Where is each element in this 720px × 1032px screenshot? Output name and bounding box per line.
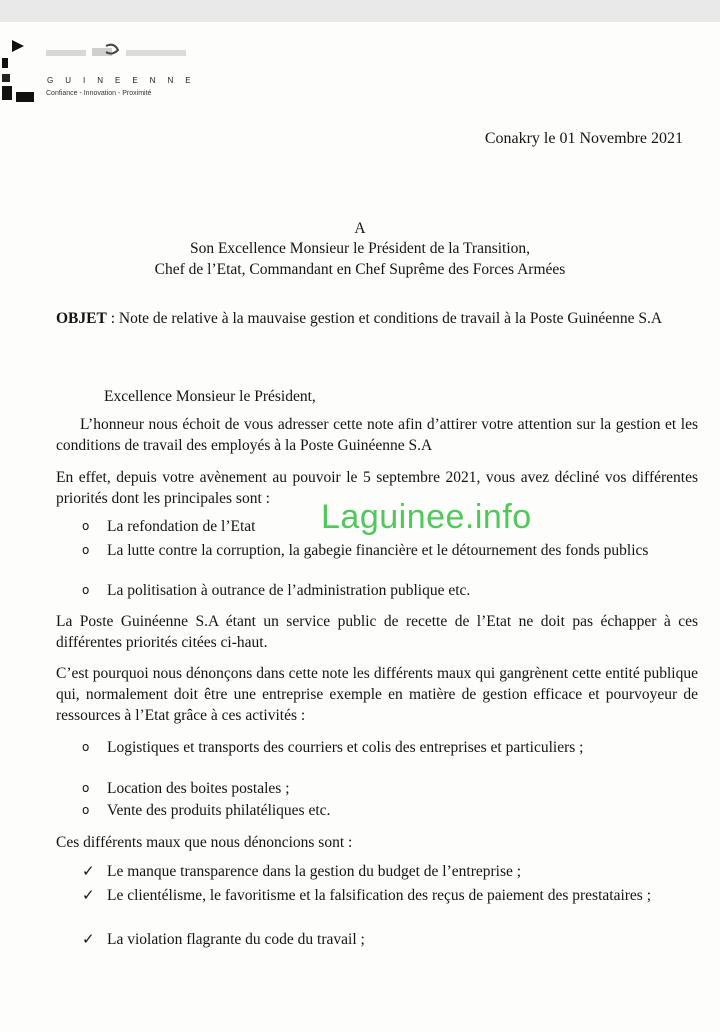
- paragraph-2: En effet, depuis votre avènement au pouvoir le 5 septembre 2021, vous avez décliné vos différentes priorités dont les principales sont :: [56, 469, 698, 507]
- list-item: o La lutte contre la corruption, la gabegie financière et le détournement des fonds publics: [82, 542, 649, 559]
- logo-mark-icon: [2, 36, 42, 108]
- list-item: ✓ La violation flagrante du code du travail ;: [82, 930, 365, 948]
- recipient-line-2: Son Excellence Monsieur le Président de la Transition,: [189, 240, 531, 257]
- paragraph-3: La Poste Guinéenne S.A étant un service public de recette de l’Etat ne doit pas échapper à ces différentes priorités citées ci-haut.: [56, 613, 698, 651]
- bullet-icon: o: [82, 583, 90, 597]
- list-item: o La politisation à outrance de l’administration publique etc.: [82, 582, 471, 599]
- list-item: ✓ Le manque transparence dans la gestion du budget de l’entreprise ;: [82, 862, 522, 880]
- objet-text: : Note de relative à la mauvaise gestion et conditions de travail à la Poste Guinéenne S.A: [106, 310, 663, 327]
- recipient-line-3: Chef de l’Etat, Commandant en Chef Suprême des Forces Armées: [154, 261, 566, 278]
- list-item: o Logistiques et transports des courriers et colis des entreprises et particuliers ;: [82, 739, 584, 756]
- paragraph-1: L’honneur nous échoit de vous adresser cette note afin d’attirer votre attention sur la gestion et les conditions de travail des employés à la Poste Guinéenne S.A: [56, 416, 698, 454]
- recipient-line-1: A: [354, 220, 366, 237]
- list-item: o Location des boites postales ;: [82, 780, 290, 797]
- list-item: o Vente des produits philatéliques etc.: [82, 802, 331, 819]
- logo-faded-wordmark-icon: [46, 42, 196, 64]
- company-logo: [2, 36, 242, 116]
- checkmark-icon: ✓: [82, 930, 95, 948]
- bullet-icon: o: [82, 781, 90, 795]
- logo-brand-text: GUINEENNE: [47, 76, 203, 85]
- paragraph-4: C’est pourquoi nous dénonçons dans cette note les différents maux qui gangrènent cette entité publique qui, normalement doit être une entreprise exemple en matière de gestion efficace et pourvoyeur de ressources à l’Etat grâce à ces activités :: [56, 665, 698, 724]
- list-item: o La refondation de l’Etat: [82, 518, 256, 535]
- salutation: Excellence Monsieur le Président,: [104, 388, 316, 405]
- bullet-icon: o: [82, 543, 90, 557]
- checkmark-icon: ✓: [82, 862, 95, 880]
- bullet-icon: o: [82, 740, 90, 754]
- letter-date: Conakry le 01 Novembre 2021: [484, 130, 683, 147]
- bullet-icon: o: [82, 803, 90, 817]
- logo-tagline: Confiance - Innovation - Proximité: [46, 90, 152, 97]
- objet-block: [56, 308, 698, 329]
- top-bar: [0, 0, 720, 22]
- objet-label: OBJET: [56, 310, 107, 327]
- watermark: Laguinee.info: [321, 498, 532, 536]
- checkmark-icon: ✓: [82, 886, 95, 904]
- bullet-icon: o: [82, 519, 90, 533]
- list-item: ✓ Le clientélisme, le favoritisme et la falsification des reçus de paiement des prestataires ;: [82, 886, 652, 904]
- paragraph-5: Ces différents maux que nous dénoncions sont :: [56, 834, 353, 851]
